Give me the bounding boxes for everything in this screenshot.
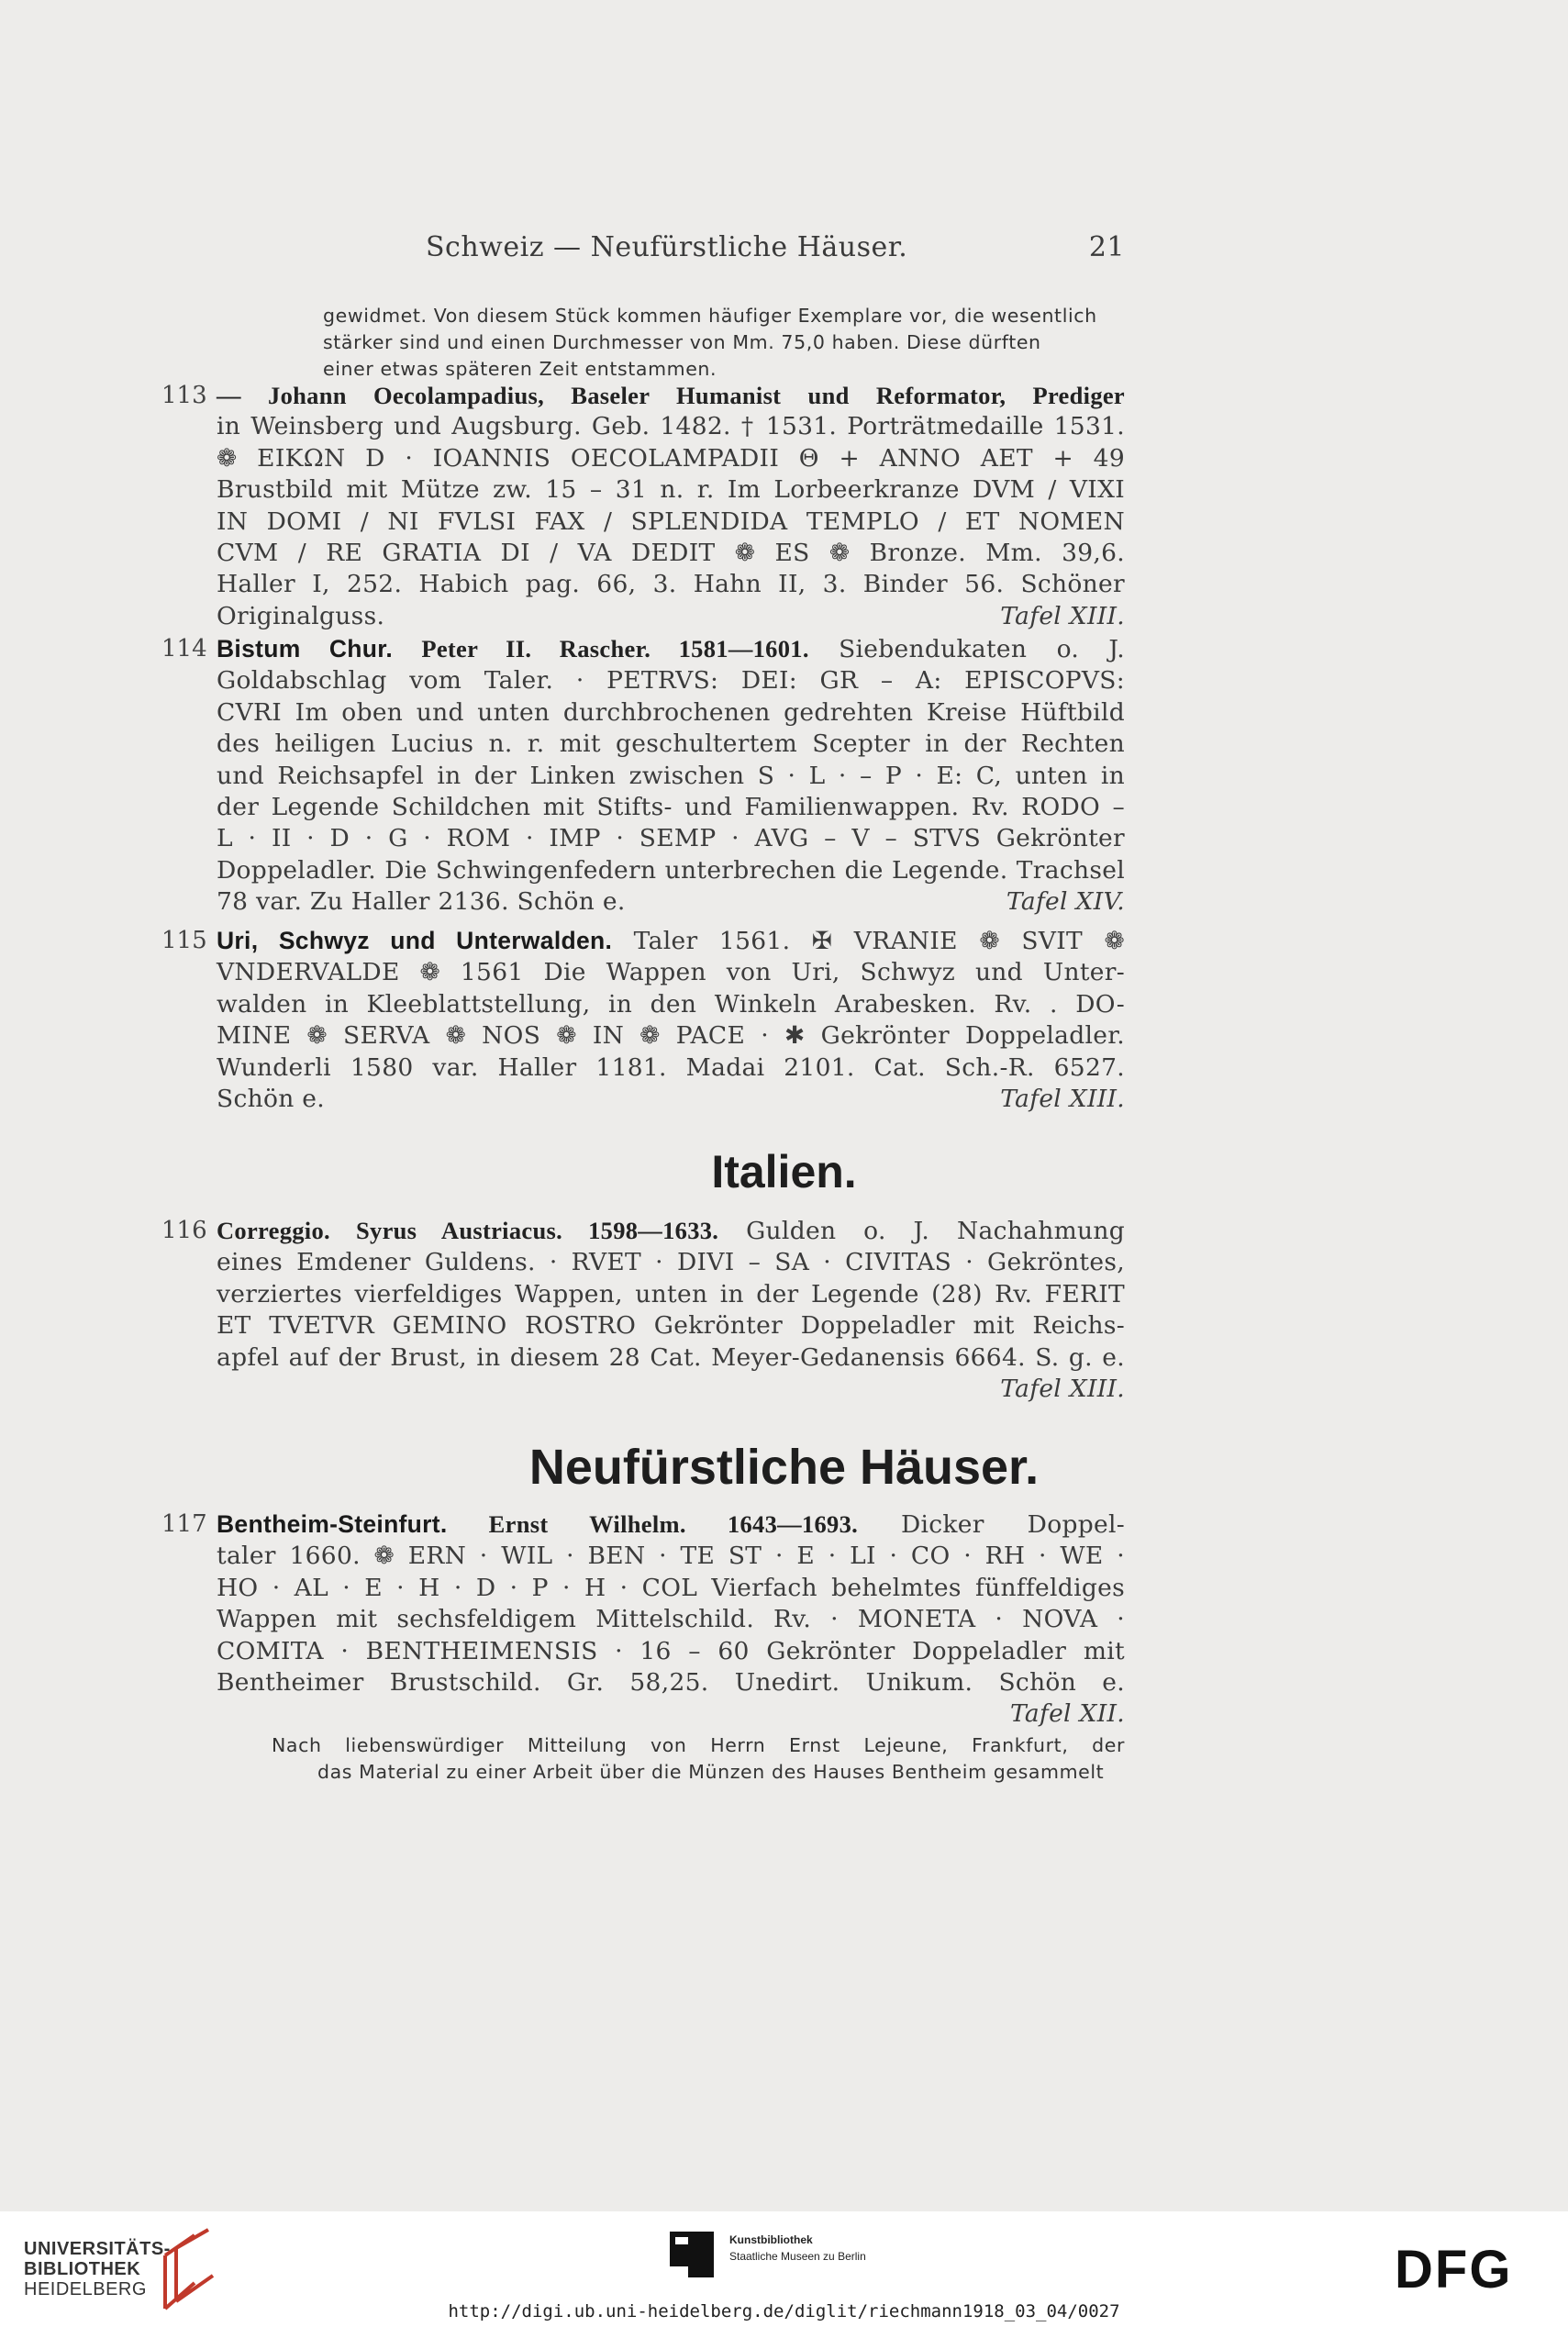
kunstbibliothek-label[interactable] [729,2232,866,2265]
dfg-logo[interactable]: DFG [1395,2240,1513,2299]
entry-number: 114 [161,635,207,662]
tafel-reference: Tafel XIII. [1000,1085,1125,1114]
running-header [217,231,1125,272]
entry-subheading: Peter II. Rascher. 1581—1601. [421,635,809,662]
entry-number: 113 [161,382,207,409]
footnote-line: das Material zu einer Arbeit über die Münzen des Hauses Bentheim gesammelt [317,1761,1105,1783]
entry-line: in Weinsberg und Augsburg. Geb. 1482. † 1531. Porträtmedaille 1531. [217,412,1125,441]
footnote [272,1732,1125,1786]
tafel-reference: Tafel XIII. [1000,1375,1125,1404]
section-title-neufuerstliche: Neufürstliche Häuser. [528,1440,1040,1495]
entry-line: Gulden o. J. Nachahmung [718,1217,1125,1245]
intro-note-line: einer etwas späteren Zeit entstammen. [323,358,717,380]
ub-logo-line: BIBLIOTHEK [24,2259,141,2279]
section-title-italien: Italien. [711,1146,857,1197]
entry-subheading: Ernst Wilhelm. 1643—1693. [447,1510,859,1538]
ub-heidelberg-logo[interactable] [24,2239,171,2299]
entry-line: HO · AL · E · H · D · P · H · COL Vierfach behelmtes fünffeldiges [217,1573,1125,1602]
entry-heading: Bistum Chur. [217,635,422,662]
entry-line: MINE ❁ SERVA ❁ NOS ❁ IN ❁ PACE · ✱ Gekrönter Doppeladler. [217,1021,1125,1051]
entry-line: eines Emdener Guldens. · RVET · DIVI – SA · CIVITAS · Gekröntes, [217,1248,1125,1277]
entry-number: 115 [161,927,207,954]
entry-number: 116 [161,1217,207,1244]
permalink-url[interactable]: http://digi.ub.uni-heidelberg.de/diglit/riechmann1918_03_04/0027 [448,2301,1120,2321]
footnote-line: Nach liebenswürdiger Mitteilung von Herrn Ernst Lejeune, Frankfurt, der [272,1734,1125,1756]
ub-logo-line: UNIVERSITÄTS- [24,2239,171,2259]
intro-note [323,303,1125,383]
entry-line: IN DOMI / NI FVLSI FAX / SPLENDIDA TEMPLO / ET NOMEN [217,507,1125,536]
entry-heading: Uri, Schwyz und Unterwalden. [217,927,613,954]
kb-line: Kunstbibliothek [729,2233,813,2246]
entry-line: Wunderli 1580 var. Haller 1181. Madai 2101. Cat. Sch.-R. 6527. [217,1052,1125,1082]
entry-line: Taler 1561. ✠ VRANIE ❁ SVIT ❁ [612,927,1125,955]
tafel-reference: Tafel XIV. [1006,887,1125,917]
entry-line: taler 1660. ❁ ERN · WIL · BEN · TE ST · E · LI · CO · RH · WE · [217,1542,1125,1571]
entry-line: Wappen mit sechsfeldigem Mittelschild. Rv. · MONETA · NOVA · [217,1605,1125,1634]
entry-line: 78 var. Zu Haller 2136. Schön e. [217,887,626,917]
ub-logo-line: HEIDELBERG [24,2279,147,2299]
running-title: Schweiz — Neufürstliche Häuser. [426,231,908,263]
entry-line: walden in Kleeblattstellung, in den Winkeln Arabesken. Rv. . DO- [217,989,1125,1019]
entry-heading: Bentheim-Steinfurt. [217,1510,448,1538]
entry-line: COMITA · BENTHEIMENSIS · 16 – 60 Gekrönter Doppeladler mit [217,1636,1125,1665]
entry-number: 117 [161,1510,207,1538]
tafel-reference: Tafel XIII. [1000,601,1125,630]
entry-line: Originalguss. [217,601,385,630]
intro-note-line: stärker sind und einen Durchmesser von Mm. 75,0 haben. Diese dürften [323,331,1041,353]
entry-line: Siebendukaten o. J. [808,635,1125,663]
entry-line: und Reichsapfel in der Linken zwischen S · L · – P · E: C, unten in [217,761,1125,790]
tafel-reference: Tafel XII. [1009,1699,1125,1729]
kb-line: Staatliche Museen zu Berlin [729,2250,866,2263]
entry-line: VNDERVALDE ❁ 1561 Die Wappen von Uri, Schwyz und Unter- [217,958,1125,987]
entry-line: L · II · D · G · ROM · IMP · SEMP · AVG – V – STVS Gekrönter [217,824,1125,853]
entry-line: des heiligen Lucius n. r. mit geschultertem Scepter in der Rechten [217,729,1125,759]
entry-line: Schön e. [217,1085,326,1114]
entry-line: der Legende Schildchen mit Stifts- und Familienwappen. Rv. RODO – [217,793,1125,822]
entry-line: Doppeladler. Die Schwingenfedern unterbrechen die Legende. Trachsel [217,855,1125,885]
entry-line: Goldabschlag vom Taler. · PETRVS: DEI: GR – A: EPISCOPVS: [217,666,1125,696]
entry-heading: Correggio. Syrus Austriacus. 1598—1633. [217,1217,719,1244]
entry-line: Brustbild mit Mütze zw. 15 – 31 n. r. Im Lorbeerkranze DVM / VIXI [217,475,1125,505]
entry-line: CVM / RE GRATIA DI / VA DEDIT ❁ ES ❁ Bronze. Mm. 39,6. [217,539,1125,568]
entry-line: Haller I, 252. Habich pag. 66, 3. Hahn II, 3. Binder 56. Schöner [217,570,1125,599]
entry-line: Bentheimer Brustschild. Gr. 58,25. Unedirt. Unikum. Schön e. [217,1668,1125,1698]
intro-note-line: gewidmet. Von diesem Stück kommen häufiger Exemplare vor, die wesentlich [323,305,1097,327]
entry-line: apfel auf der Brust, in diesem 28 Cat. Meyer-Gedanensis 6664. S. g. e. [217,1342,1125,1372]
entry-line: ❁ EIKΩN D · IOANNIS OECOLAMPADII Θ + ANNO AET + 49 [217,443,1125,473]
entry-line: ET TVETVR GEMINO ROSTRO Gekrönter Doppeladler mit Reichs- [217,1311,1125,1341]
page-number: 21 [1088,231,1125,263]
entry-line: CVRI Im oben und unten durchbrochenen gedrehten Kreise Hüftbild [217,697,1125,727]
entry-line: verziertes vierfeldiges Wappen, unten in der Legende (28) Rv. FERIT [217,1279,1125,1308]
ub-mark-icon [158,2228,222,2312]
kunstbibliothek-icon [670,2232,714,2277]
entry-line: Dicker Doppel- [858,1510,1125,1539]
entry-heading: — Johann Oecolampadius, Baseler Humanist und Reformator, Prediger [217,382,1125,409]
